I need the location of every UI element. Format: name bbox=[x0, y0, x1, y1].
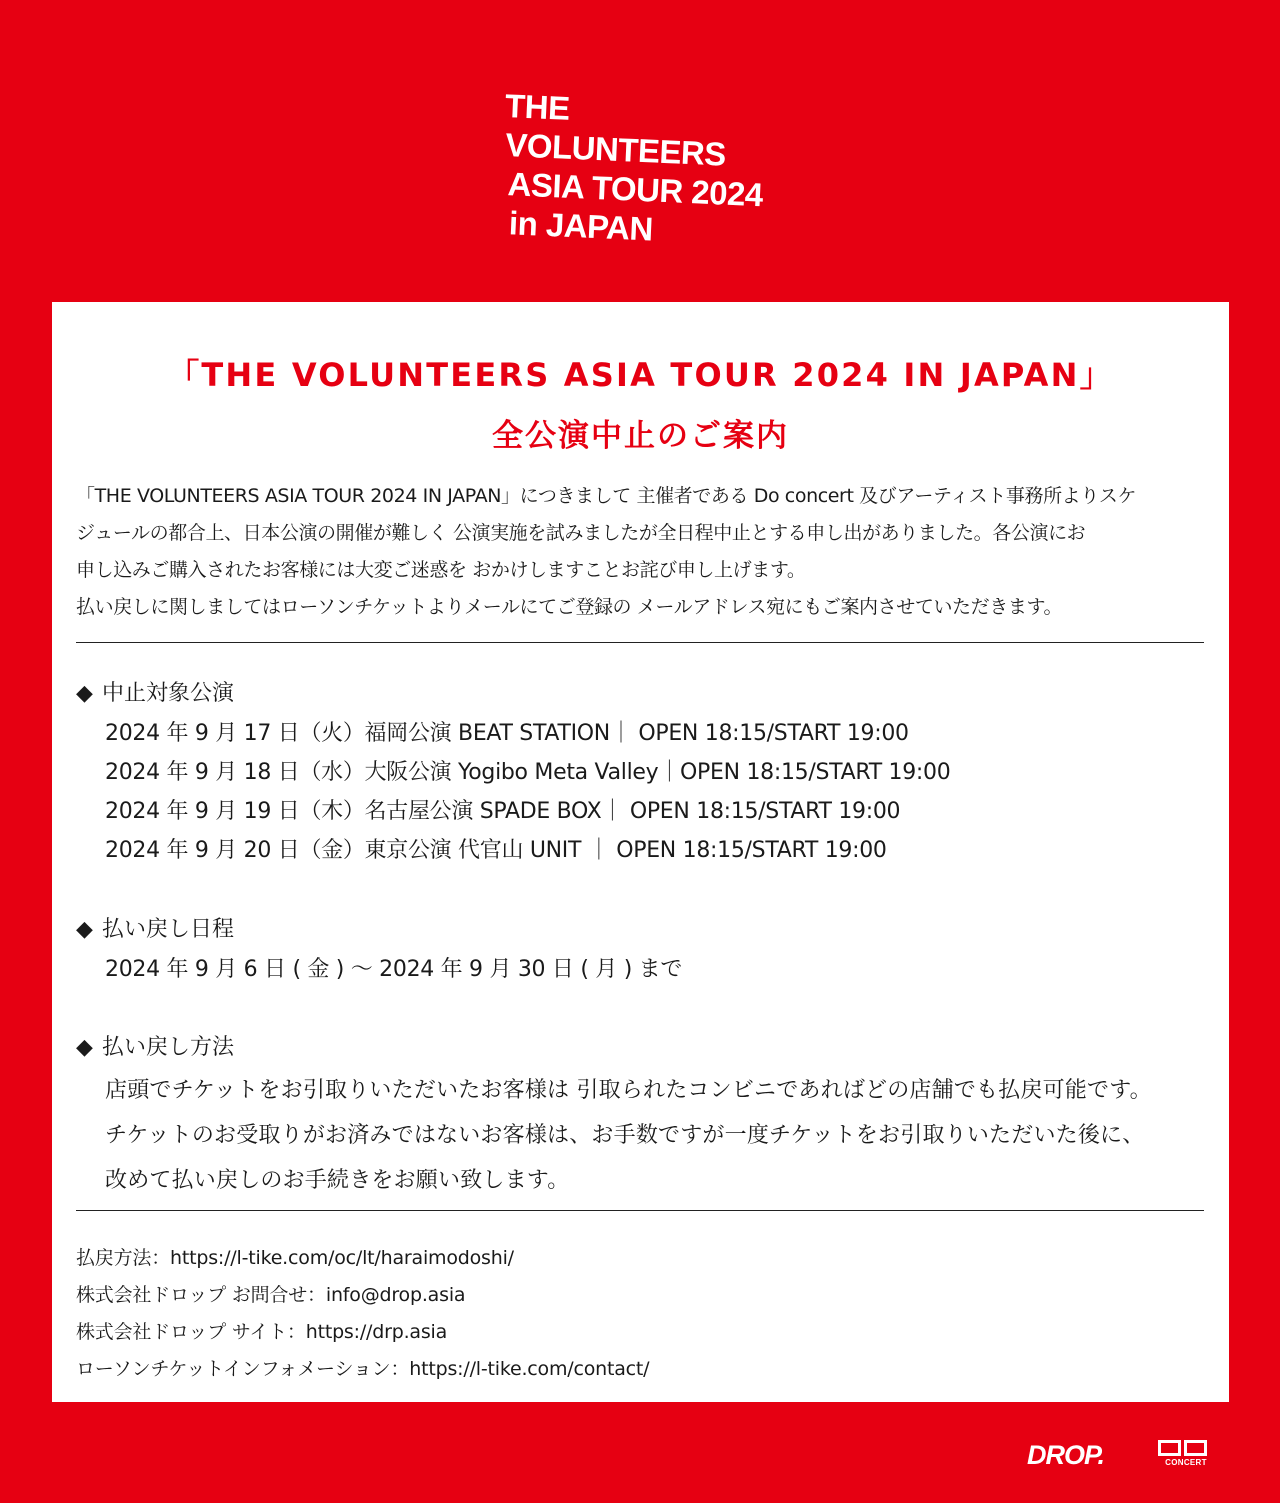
divider bbox=[76, 1210, 1204, 1211]
contact-line: 払戻方法：https://l-tike.com/oc/lt/haraimodoshi/ bbox=[76, 1247, 514, 1269]
contact-info bbox=[76, 1240, 1204, 1388]
section-heading-label: 払い戻し日程 bbox=[102, 917, 235, 942]
tour-logo bbox=[499, 86, 767, 253]
refund-method-line: チケットのお受取りがお済みではないお客様は、お手数ですが一度チケットをお引取りいただいた後に、 bbox=[105, 1123, 1145, 1148]
refund-method-line: 店頭でチケットをお引取りいただいたお客様は 引取られたコンビニであればどの店舗でも払戻可能です。 bbox=[105, 1078, 1152, 1103]
cancelled-shows-section bbox=[76, 674, 1216, 870]
notice-card bbox=[52, 302, 1229, 1402]
do-concert-logo bbox=[1158, 1440, 1214, 1472]
refund-schedule-section bbox=[76, 910, 1216, 989]
diamond-bullet-icon: ◆ bbox=[76, 917, 93, 942]
show-item: 2024 年 9 月 20 日（金）東京公演 代官山 UNIT ｜ OPEN 18:15/START 19:00 bbox=[105, 838, 887, 863]
section-heading bbox=[76, 674, 1216, 714]
logo-line: in JAPAN bbox=[508, 204, 654, 248]
show-item: 2024 年 9 月 19 日（木）名古屋公演 SPADE BOX｜ OPEN 18:15/START 19:00 bbox=[105, 799, 901, 824]
refund-method-line: 改めて払い戻しのお手続きをお願い致します。 bbox=[105, 1168, 570, 1193]
refund-period: 2024 年 9 月 6 日 ( 金 ) ～ 2024 年 9 月 30 日 ( 月 ) まで bbox=[105, 957, 683, 982]
intro-line: 払い戻しに関しましてはローソンチケットよりメールにてご登録の メールアドレス宛にもご案内させていただきます。 bbox=[76, 596, 1063, 618]
intro-line: 申し込みご購入されたお客様には大変ご迷惑を おかけしますことお詫び申し上げます。 bbox=[76, 559, 806, 581]
do-concert-caption: CONCERT bbox=[1165, 1458, 1207, 1467]
logo-line: VOLUNTEERS bbox=[504, 126, 727, 173]
refund-method-section bbox=[76, 1028, 1216, 1203]
intro-line: 「THE VOLUNTEERS ASIA TOUR 2024 IN JAPAN」につきまして 主催者である Do concert 及びアーティスト事務所よりスケ bbox=[76, 485, 1137, 507]
diamond-bullet-icon: ◆ bbox=[76, 1035, 93, 1060]
do-concert-mark-icon bbox=[1158, 1440, 1214, 1456]
intro-paragraph bbox=[76, 478, 1204, 626]
logo-line: THE bbox=[504, 86, 571, 127]
section-heading bbox=[76, 910, 1216, 950]
contact-line: ローソンチケットインフォメーション：https://l-tike.com/contact/ bbox=[76, 1358, 650, 1380]
diamond-bullet-icon: ◆ bbox=[76, 681, 93, 706]
divider bbox=[76, 642, 1204, 643]
intro-line: ジュールの都合上、日本公演の開催が難しく 公演実施を試みましたが全日程中止とする申し出がありました。各公演にお bbox=[76, 522, 1086, 544]
logo-line: ASIA TOUR 2024 bbox=[506, 165, 764, 214]
notice-title: 「THE VOLUNTEERS ASIA TOUR 2024 IN JAPAN」 bbox=[167, 356, 1114, 394]
section-heading bbox=[76, 1028, 1216, 1068]
drop-logo: DROP. bbox=[1027, 1440, 1105, 1470]
contact-line: 株式会社ドロップ サイト：https://drp.asia bbox=[76, 1321, 448, 1343]
section-heading-label: 中止対象公演 bbox=[102, 681, 235, 706]
contact-line: 株式会社ドロップ お問合せ：info@drop.asia bbox=[76, 1284, 466, 1306]
show-item: 2024 年 9 月 17 日（火）福岡公演 BEAT STATION｜ OPEN 18:15/START 19:00 bbox=[105, 721, 909, 746]
show-item: 2024 年 9 月 18 日（水）大阪公演 Yogibo Meta Valley｜OPEN 18:15/START 19:00 bbox=[105, 760, 951, 785]
notice-subtitle: 全公演中止のご案内 bbox=[492, 418, 789, 454]
section-heading-label: 払い戻し方法 bbox=[102, 1035, 235, 1060]
